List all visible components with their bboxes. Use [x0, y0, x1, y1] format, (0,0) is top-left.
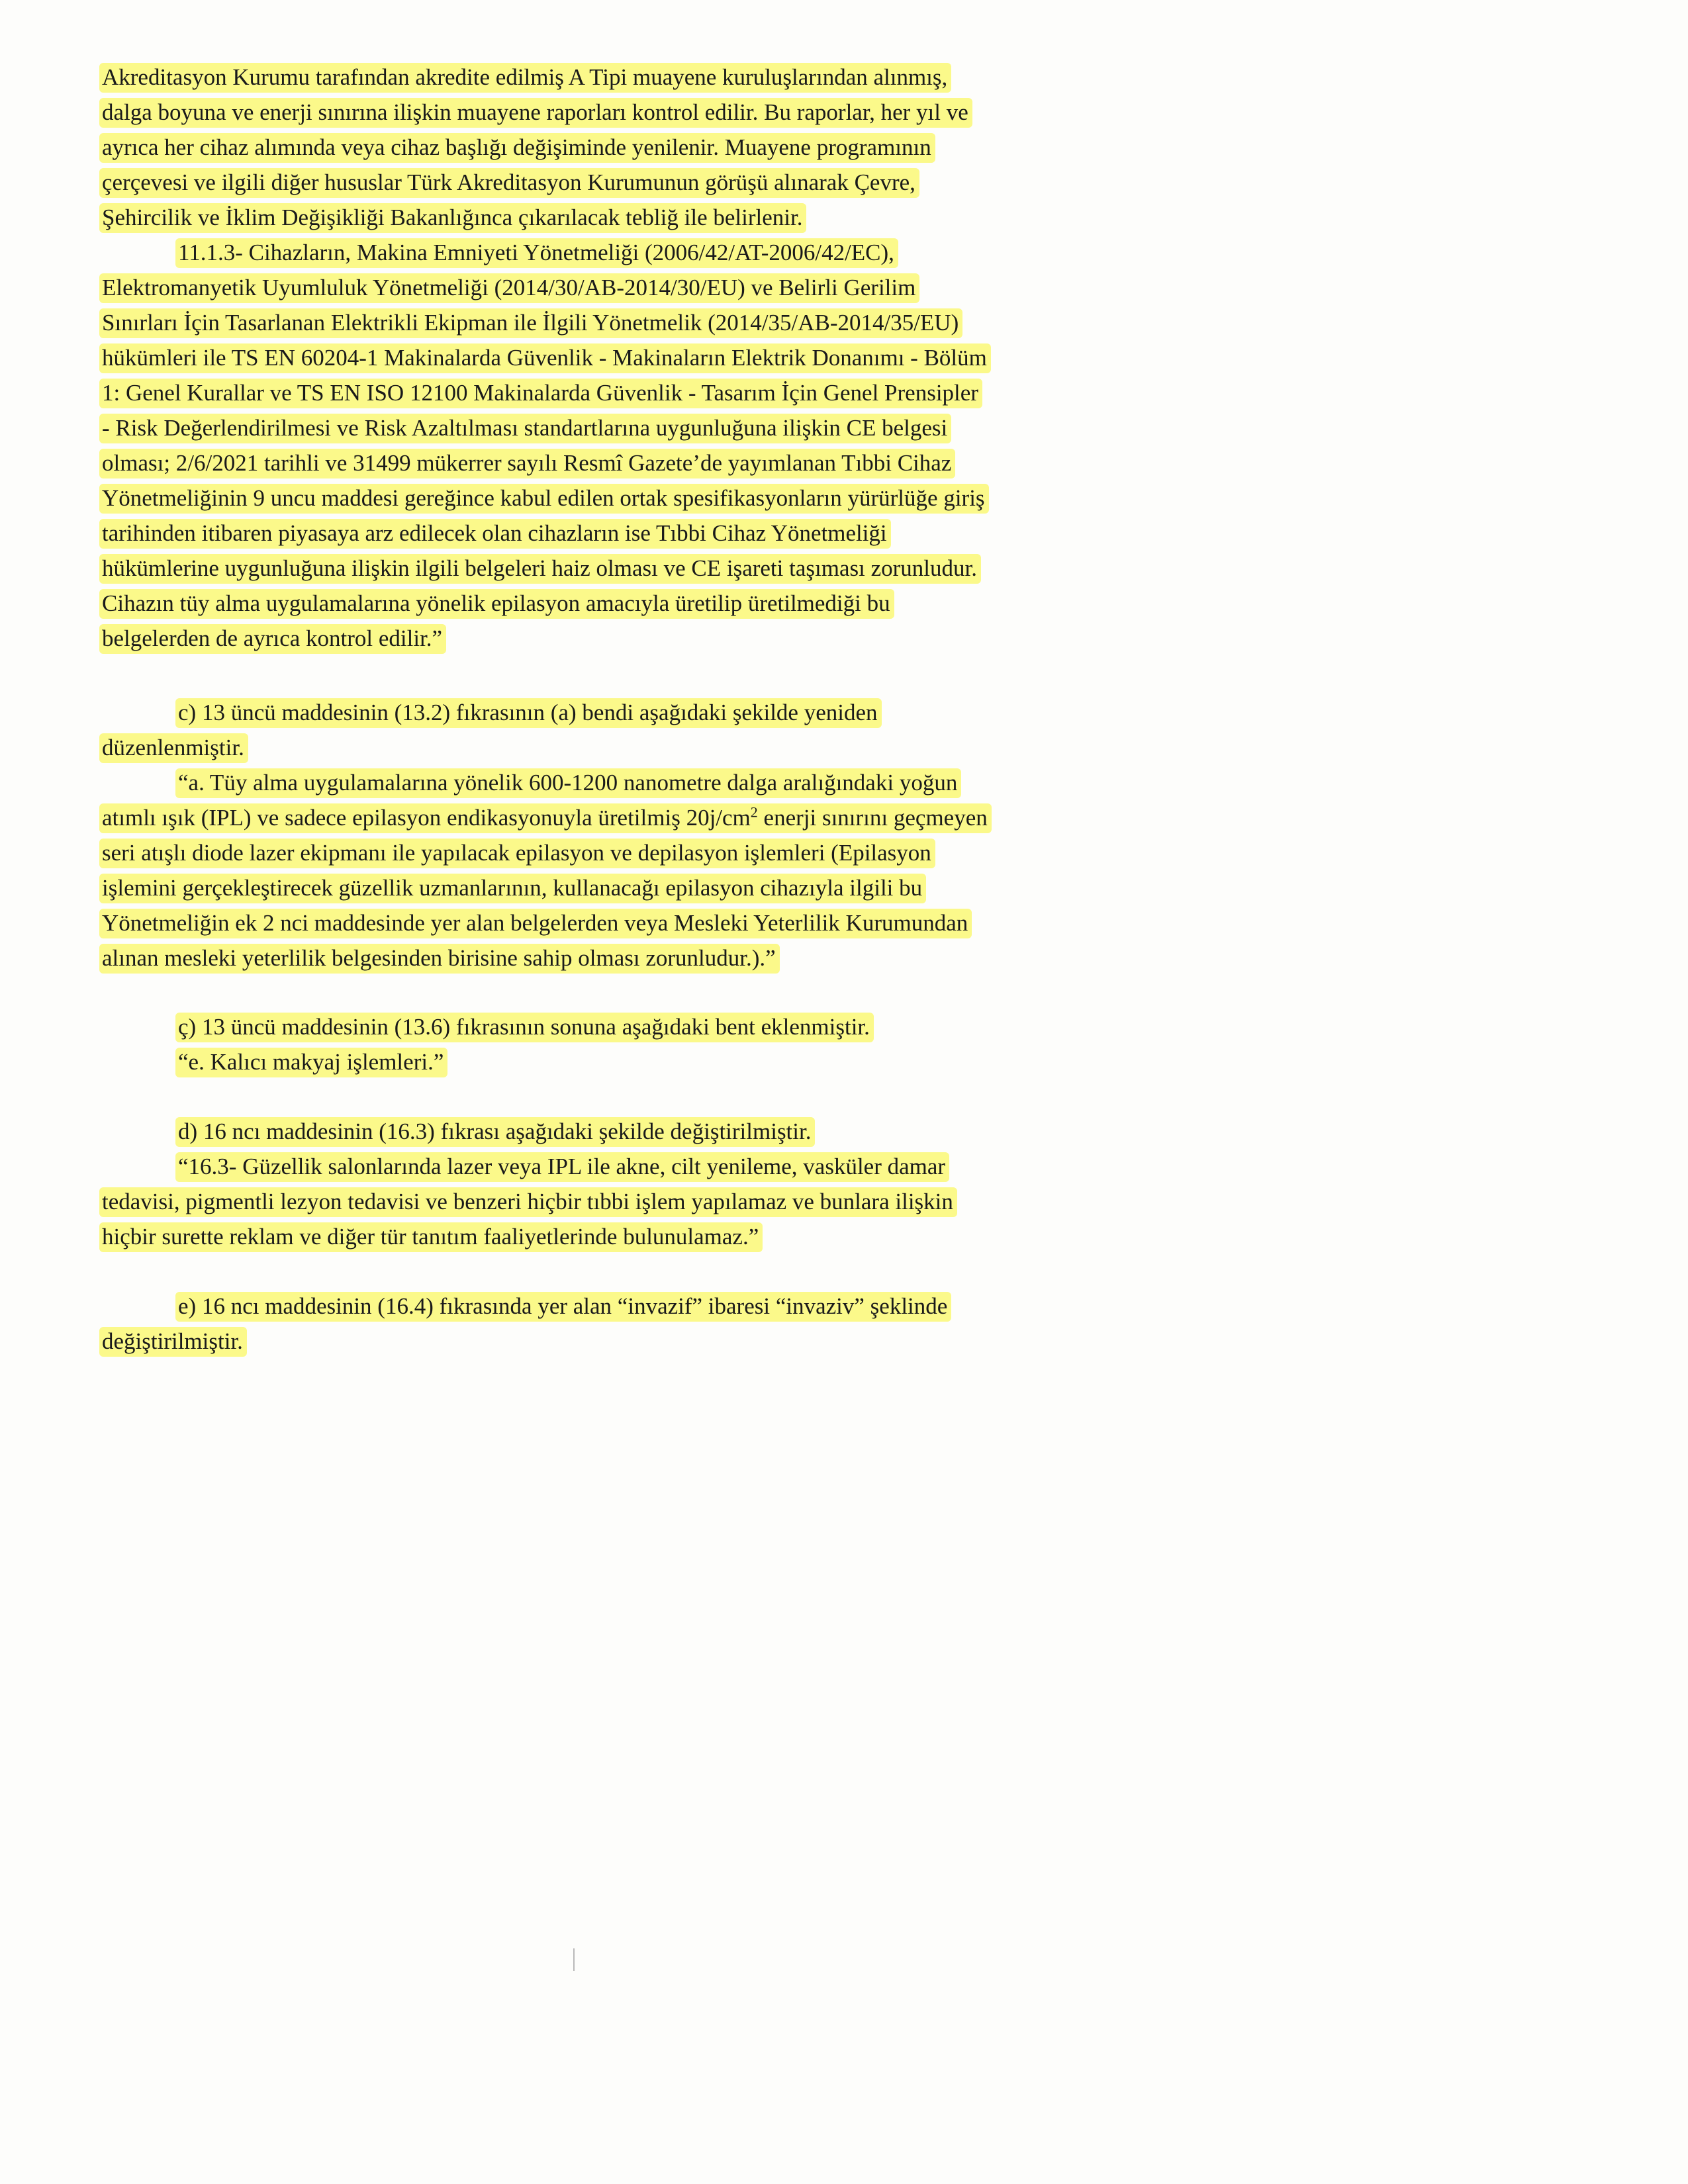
- amendment-cedilla-c: [99, 1009, 1033, 1079]
- text-segment: enerji sınırını geçmeyen: [757, 805, 988, 831]
- paragraph-11-1-3: [99, 235, 1033, 656]
- highlighted-text: seri atışlı diode lazer ekipmanı ile yapılacak epilasyon ve depilasyon işlemleri (Epilasyon: [99, 839, 935, 868]
- highlighted-text: Sınırları İçin Tasarlanan Elektrikli Ekipman ile İlgili Yönetmelik (2014/35/AB-2014/35/EU): [99, 308, 962, 338]
- text-line: [99, 765, 1033, 800]
- text-line: [99, 270, 1033, 305]
- text-line: [99, 870, 1033, 905]
- highlighted-text: ç) 13 üncü maddesinin (13.6) fıkrasının sonuna aşağıdaki bent eklenmiştir.: [175, 1013, 874, 1042]
- highlighted-text: c) 13 üncü maddesinin (13.2) fıkrasının (a) bendi aşağıdaki şekilde yeniden: [175, 698, 882, 728]
- highlighted-text: Elektromanyetik Uyumluluk Yönetmeliği (2014/30/AB-2014/30/EU) ve Belirli Gerilim: [99, 273, 919, 303]
- text-line: [99, 1149, 1033, 1184]
- amendment-d: [99, 1114, 1033, 1254]
- text-line: [99, 480, 1033, 516]
- text-line: [99, 695, 1033, 730]
- text-line: [99, 60, 1033, 95]
- text-line: [99, 375, 1033, 410]
- text-line: [99, 445, 1033, 480]
- text-line: [99, 586, 1033, 621]
- highlighted-text: tedavisi, pigmentli lezyon tedavisi ve benzeri hiçbir tıbbi işlem yapılamaz ve bunlara ilişkin: [99, 1187, 957, 1217]
- text-line: [99, 800, 1033, 835]
- highlighted-text: alınan mesleki yeterlilik belgesinden birisine sahip olması zorunludur.).”: [99, 944, 780, 974]
- highlighted-text: Şehircilik ve İklim Değişikliği Bakanlığınca çıkarılacak tebliğ ile belirlenir.: [99, 203, 806, 233]
- amendment-e: [99, 1289, 1033, 1359]
- highlighted-text: Cihazın tüy alma uygulamalarına yönelik epilasyon amacıyla üretilip üretilmediği bu: [99, 589, 894, 619]
- text-line: [99, 905, 1033, 940]
- highlighted-text: d) 16 ncı maddesinin (16.3) fıkrası aşağıdaki şekilde değiştirilmiştir.: [175, 1117, 815, 1147]
- highlighted-text: Akreditasyon Kurumu tarafından akredite edilmiş A Tipi muayene kuruluşlarından alınmış,: [99, 63, 951, 93]
- highlighted-text: belgelerden de ayrıca kontrol edilir.”: [99, 624, 446, 654]
- text-line: [99, 340, 1033, 375]
- highlighted-text: Yönetmeliğin ek 2 nci maddesinde yer alan belgelerden veya Mesleki Yeterlilik Kurumundan: [99, 909, 972, 938]
- highlighted-text: dalga boyuna ve enerji sınırına ilişkin muayene raporları kontrol edilir. Bu raporlar, her yıl ve: [99, 98, 972, 128]
- highlighted-text: - Risk Değerlendirilmesi ve Risk Azaltılması standartlarına uygunluğuna ilişkin CE belgesi: [99, 414, 951, 443]
- text-segment: atımlı ışık (IPL) ve sadece epilasyon endikasyonuyla üretilmiş 20j/cm: [102, 805, 751, 831]
- superscript: 2: [750, 803, 758, 821]
- scan-artifact-mark: [573, 1948, 575, 1971]
- text-line: [99, 940, 1033, 976]
- quoted-item-a: [99, 765, 1033, 976]
- text-line: [99, 730, 1033, 765]
- highlighted-text: değiştirilmiştir.: [99, 1327, 247, 1357]
- text-line: [99, 200, 1033, 235]
- highlighted-text: hükümlerine uygunluğuna ilişkin ilgili belgeleri haiz olması ve CE işareti taşıması zorunludur.: [99, 554, 981, 584]
- text-line: [99, 516, 1033, 551]
- text-line: [99, 835, 1033, 870]
- highlighted-text: ayrıca her cihaz alımında veya cihaz başlığı değişiminde yenilenir. Muayene programının: [99, 133, 935, 163]
- highlighted-text: 1: Genel Kurallar ve TS EN ISO 12100 Makinalarda Güvenlik - Tasarım İçin Genel Prensipler: [99, 379, 982, 408]
- highlighted-text: çerçevesi ve ilgili diğer hususlar Türk Akreditasyon Kurumunun görüşü alınarak Çevre,: [99, 168, 919, 198]
- text-line: [99, 410, 1033, 445]
- highlighted-text: Yönetmeliğinin 9 uncu maddesi gereğince kabul edilen ortak spesifikasyonların yürürlüğe giriş: [99, 484, 989, 514]
- highlighted-text: e) 16 ncı maddesinin (16.4) fıkrasında yer alan “invazif” ibaresi “invaziv” şeklinde: [175, 1292, 951, 1322]
- text-line: [99, 305, 1033, 340]
- highlighted-text: işlemini gerçekleştirecek güzellik uzmanlarının, kullanacağı epilasyon cihazıyla ilgili bu: [99, 874, 926, 903]
- text-line: [99, 165, 1033, 200]
- amendment-c: [99, 695, 1033, 765]
- highlighted-text: tarihinden itibaren piyasaya arz edilecek olan cihazların ise Tıbbi Cihaz Yönetmeliği: [99, 519, 891, 549]
- highlighted-text: “16.3- Güzellik salonlarında lazer veya IPL ile akne, cilt yenileme, vasküler damar: [175, 1152, 949, 1182]
- text-line: [99, 95, 1033, 130]
- highlighted-text: düzenlenmiştir.: [99, 733, 248, 763]
- text-line: [99, 1289, 1033, 1324]
- text-line: [99, 1324, 1033, 1359]
- text-line: [99, 1114, 1033, 1149]
- highlighted-text: 11.1.3- Cihazların, Makina Emniyeti Yönetmeliği (2006/42/AT-2006/42/EC),: [175, 238, 898, 268]
- highlighted-text: “a. Tüy alma uygulamalarına yönelik 600-1200 nanometre dalga aralığındaki yoğun: [175, 768, 961, 798]
- highlighted-text: [99, 803, 992, 833]
- text-line: [99, 1009, 1033, 1044]
- highlighted-text: hükümleri ile TS EN 60204-1 Makinalarda Güvenlik - Makinaların Elektrik Donanımı - Bölüm: [99, 343, 991, 373]
- text-line: [99, 1219, 1033, 1254]
- highlighted-text: “e. Kalıcı makyaj işlemleri.”: [175, 1048, 447, 1077]
- text-line: [99, 551, 1033, 586]
- paragraph-continuation: [99, 60, 1033, 235]
- text-line: [99, 621, 1033, 656]
- text-line: [99, 1184, 1033, 1219]
- highlighted-text: olması; 2/6/2021 tarihli ve 31499 mükerrer sayılı Resmî Gazete’de yayımlanan Tıbbi Cihaz: [99, 449, 955, 478]
- text-line: [99, 1044, 1033, 1079]
- highlighted-text: hiçbir surette reklam ve diğer tür tanıtım faaliyetlerinde bulunulamaz.”: [99, 1222, 763, 1252]
- text-line: [99, 130, 1033, 165]
- text-line: [99, 235, 1033, 270]
